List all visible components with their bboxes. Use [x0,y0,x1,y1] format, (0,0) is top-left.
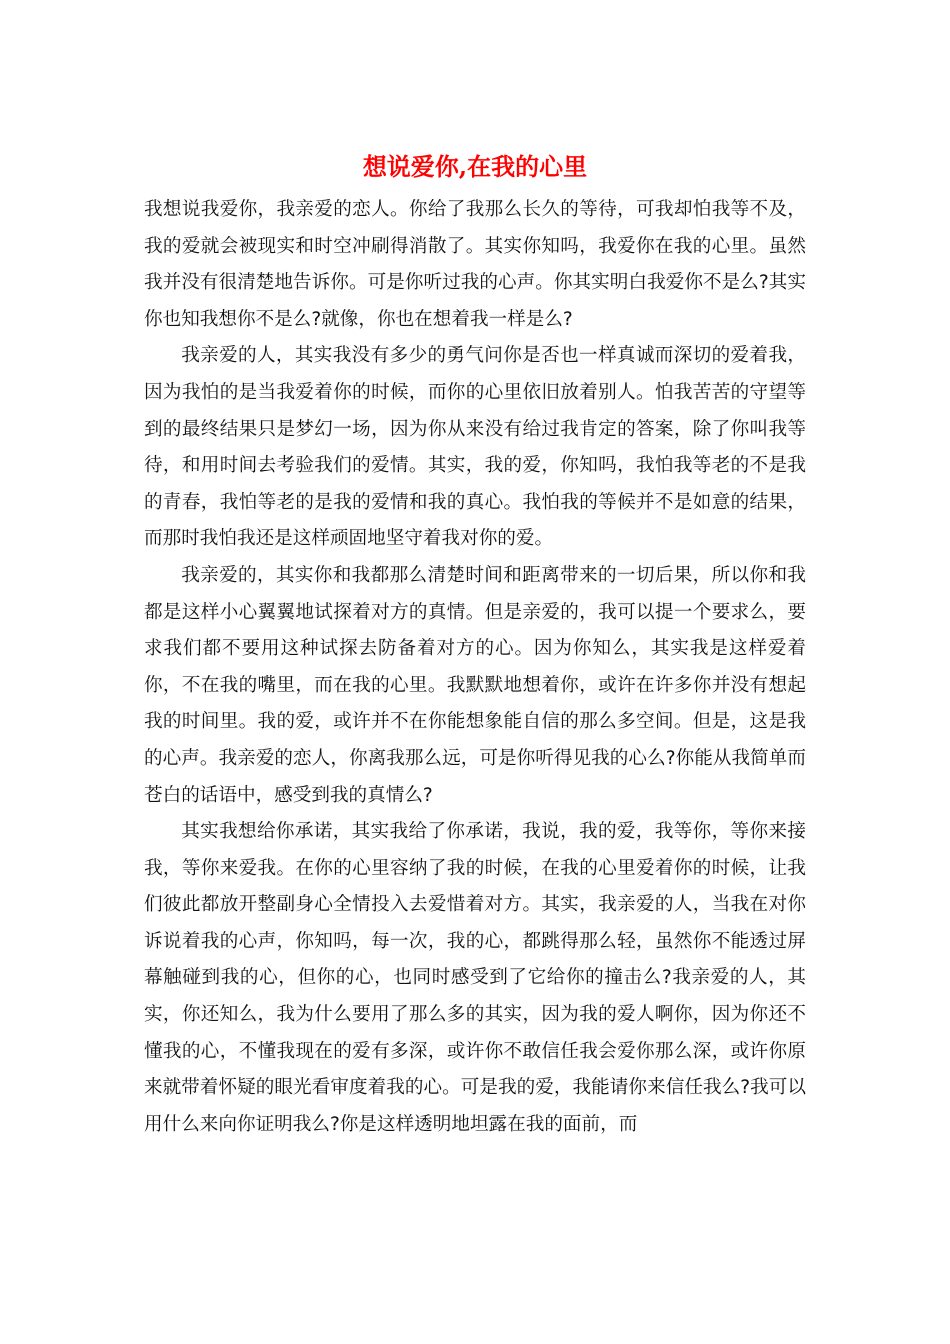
document-title: 想说爱你,在我的心里 [362,152,588,181]
paragraph-2: 我亲爱的人，其实我没有多少的勇气问你是否也一样真诚而深切的爱着我，因为我怕的是当我爱着你的时候，而你的心里依旧放着别人。怕我苦苦的守望等到的最终结果只是梦幻一场，因为你从来没有给过我肯定的答案，除了你叫我等待，和用时间去考验我们的爱情。其实，我的爱，你知吗，我怕我等老的不是我的青春，我怕等老的是我的爱情和我的真心。我怕我的等候并不是如意的结果，而那时我怕我还是这样顽固地坚守着我对你的爱。 [144,345,806,550]
paragraph-1: 我想说我爱你，我亲爱的恋人。你给了我那么长久的等待，可我却怕我等不及，我的爱就会被现实和时空冲刷得消散了。其实你知吗，我爱你在我的心里。虽然我并没有很清楚地告诉你。可是你听过我的心声。你其实明白我爱你不是么?其实你也知我想你不是么?就像，你也在想着我一样是么? [144,199,806,330]
document-body [144,192,806,1143]
paragraph-3: 我亲爱的，其实你和我都那么清楚时间和距离带来的一切后果，所以你和我都是这样小心翼翼地试探着对方的真情。但是亲爱的，我可以提一个要求么，要求我们都不要用这种试探去防备着对方的心。因为你知么，其实我是这样爱着你，不在我的嘴里，而在我的心里。我默默地想着你，或许在许多你并没有想起我的时间里。我的爱，或许并不在你能想象能自信的那么多空间。但是，这是我的心声。我亲爱的恋人，你离我那么远，可是你听得见我的心么?你能从我简单而苍白的话语中，感受到我的真情么? [144,564,806,806]
paragraph-4: 其实我想给你承诺，其实我给了你承诺，我说，我的爱，我等你，等你来接我，等你来爱我。在你的心里容纳了我的时候，在我的心里爱着你的时候，让我们彼此都放开整副身心全情投入去爱惜着对方。其实，我亲爱的人，当我在对你诉说着我的心声，你知吗，每一次，我的心，都跳得那么轻，虽然你不能透过屏幕触碰到我的心，但你的心，也同时感受到了它给你的撞击么?我亲爱的人，其实，你还知么，我为什么要用了那么多的其实，因为我的爱人啊你，因为你还不懂我的心，不懂我现在的爱有多深，或许你不敢信任我会爱你那么深，或许你原来就带着怀疑的眼光看审度着我的心。可是我的爱，我能请你来信任我么?我可以用什么来向你证明我么?你是这样透明地坦露在我的面前，而 [144,821,806,1135]
